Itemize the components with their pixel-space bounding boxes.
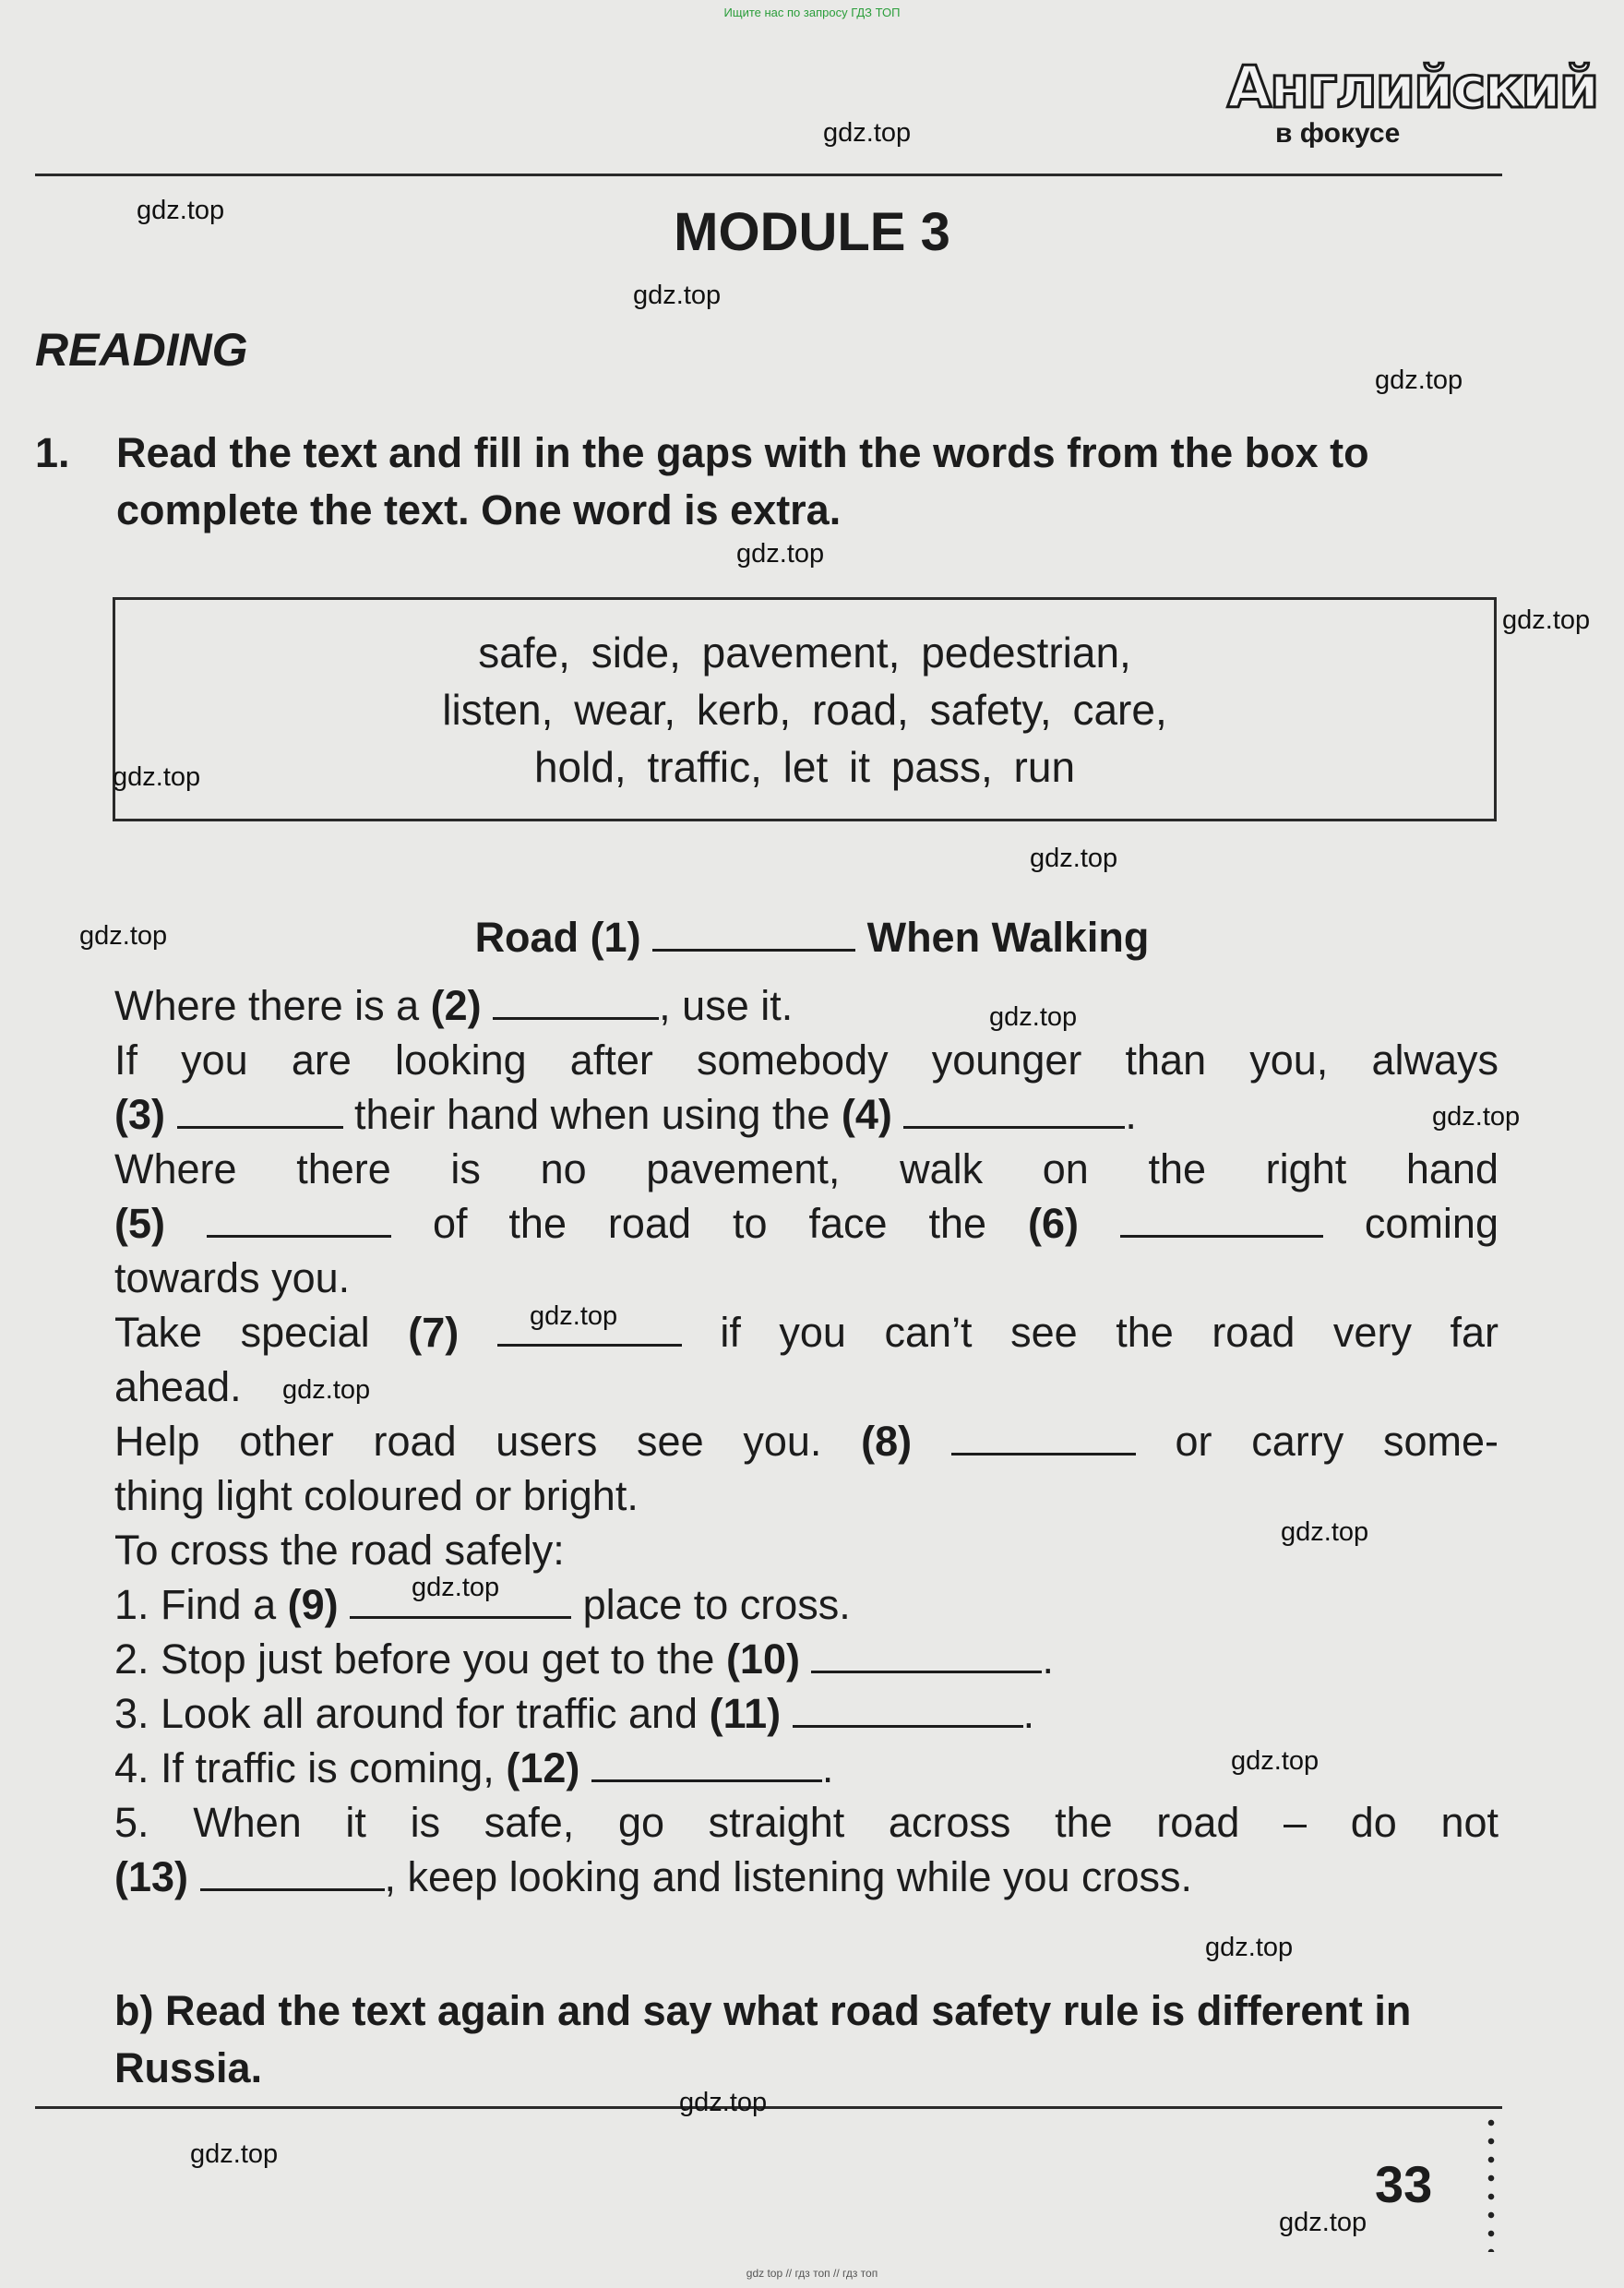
top-note: Ищите нас по запросу ГДЗ ТОП	[723, 6, 901, 19]
logo-sub-text: в фокусе	[1275, 118, 1401, 149]
gap-number: (11)	[709, 1690, 782, 1737]
watermark: gdz.top	[1030, 844, 1118, 873]
text-span: if you can’t see the road very far	[720, 1309, 1499, 1356]
gap-3	[177, 1117, 343, 1129]
text-span: , use it.	[659, 982, 794, 1029]
task-number: 1.	[35, 429, 70, 476]
task-1-instruction	[35, 425, 1502, 539]
text-span: .	[821, 1744, 834, 1791]
bottom-note: gdz top // гдз топ // гдз топ	[746, 2267, 878, 2280]
text-span: .	[1125, 1091, 1137, 1138]
text-line: 5. When it is safe, go straight across the road – do not	[114, 1799, 1499, 1846]
watermark: gdz.top	[137, 196, 225, 225]
text-line: thing light coloured or bright.	[114, 1472, 639, 1519]
watermark: gdz.top	[989, 1002, 1078, 1032]
task-b-instruction: b) Read the text again and say what road safety rule is different in Russia.	[114, 1987, 1412, 2091]
word-box	[113, 597, 1497, 821]
text-line: If you are looking after somebody younger than you, always	[114, 1036, 1499, 1084]
module-title: MODULE 3	[674, 202, 950, 262]
text-line	[114, 1632, 1499, 1686]
word-box-line-2: listen, wear, kerb, road, safety, care,	[442, 686, 1167, 734]
gap-13	[200, 1879, 385, 1891]
section-heading: READING	[35, 324, 248, 376]
gap-7	[497, 1335, 682, 1347]
watermark: gdz.top	[1231, 1746, 1320, 1776]
text-line: towards you.	[114, 1254, 351, 1301]
page-number: 33	[1375, 2155, 1433, 2213]
gap-number: (2)	[430, 982, 482, 1029]
text-span: , keep looking and listening while you cross.	[384, 1853, 1193, 1900]
watermark: gdz.top	[1279, 2208, 1367, 2237]
text-span: Help other road users see you.	[114, 1418, 862, 1465]
text-span: 1. Find a	[114, 1581, 288, 1628]
dotted-edge	[1486, 2114, 1497, 2252]
watermark: gdz.top	[282, 1375, 371, 1405]
text-span: 2. Stop just before you get to the	[114, 1635, 726, 1683]
gap-number: (10)	[725, 1635, 800, 1683]
watermark: gdz.top	[113, 762, 201, 792]
text-line: Where there is no pavement, walk on the right hand	[114, 1145, 1499, 1192]
text-title	[0, 914, 1624, 962]
word-box-line-3: hold, traffic, let it pass, run	[533, 743, 1076, 791]
gap-number: (7)	[408, 1309, 460, 1356]
gap-6	[1120, 1226, 1323, 1238]
text-span: of the road to face the	[432, 1200, 1028, 1247]
text-span: 4. If traffic is coming,	[114, 1744, 507, 1791]
watermark: gdz.top	[1281, 1517, 1369, 1547]
text-span: 3. Look all around for traffic and	[114, 1690, 710, 1737]
text-span: their hand when using the	[354, 1091, 842, 1138]
text-line	[114, 1087, 1499, 1142]
text-line: ahead.	[114, 1363, 242, 1410]
watermark: gdz.top	[1502, 605, 1591, 635]
watermark: gdz.top	[679, 2088, 768, 2117]
title-part-1: Road (1)	[474, 914, 641, 961]
text-line	[114, 1850, 1499, 1904]
logo-main-text: Английский	[1227, 54, 1598, 121]
publisher-logo	[1227, 54, 1598, 161]
gap-2	[493, 1008, 659, 1020]
gap-10	[811, 1661, 1042, 1673]
gap-11	[793, 1716, 1023, 1728]
gap-8	[951, 1443, 1136, 1455]
gap-number: (9)	[287, 1581, 339, 1628]
top-rule	[35, 174, 1502, 176]
text-line	[114, 978, 1499, 1033]
watermark: gdz.top	[633, 281, 722, 310]
text-line	[114, 1577, 1499, 1632]
text-line	[114, 1196, 1499, 1251]
text-line	[114, 1686, 1499, 1741]
text-span: .	[1042, 1635, 1054, 1683]
gap-number: (5)	[114, 1200, 165, 1247]
watermark: gdz.top	[79, 921, 168, 951]
task-text: Read the text and fill in the gaps with the words from the box to complete the text. One word is extra.	[116, 429, 1369, 533]
text-span: or carry some-	[1175, 1418, 1499, 1465]
text-span: Take special	[114, 1309, 409, 1356]
gap-number: (3)	[114, 1091, 165, 1138]
word-box-line-1: safe, side, pavement, pedestrian,	[478, 629, 1131, 677]
gap-4	[903, 1117, 1125, 1129]
watermark: gdz.top	[530, 1301, 618, 1331]
gap-number: (6)	[1027, 1200, 1079, 1247]
text-line	[114, 1414, 1499, 1468]
gap-number: (13)	[114, 1853, 189, 1900]
watermark: gdz.top	[736, 539, 825, 569]
text-span: coming	[1364, 1200, 1499, 1247]
watermark: gdz.top	[1375, 365, 1463, 395]
bottom-rule	[35, 2106, 1502, 2109]
watermark: gdz.top	[190, 2139, 279, 2169]
text-span: .	[1022, 1690, 1035, 1737]
watermark: gdz.top	[412, 1573, 500, 1602]
gap-1	[652, 940, 855, 952]
gap-9	[350, 1607, 571, 1619]
gap-number: (8)	[861, 1418, 913, 1465]
text-span: Where there is a	[114, 982, 431, 1029]
text-line: To cross the road safely:	[114, 1527, 565, 1574]
gap-number: (4)	[841, 1091, 892, 1138]
title-part-2: When Walking	[866, 914, 1150, 961]
gap-5	[207, 1226, 391, 1238]
text-line	[114, 1305, 1499, 1360]
watermark: gdz.top	[1432, 1102, 1521, 1132]
gap-12	[591, 1770, 822, 1782]
watermark: gdz.top	[1205, 1933, 1294, 1962]
watermark: gdz.top	[823, 118, 912, 148]
text-span: place to cross.	[582, 1581, 851, 1628]
gap-number: (12)	[506, 1744, 580, 1791]
